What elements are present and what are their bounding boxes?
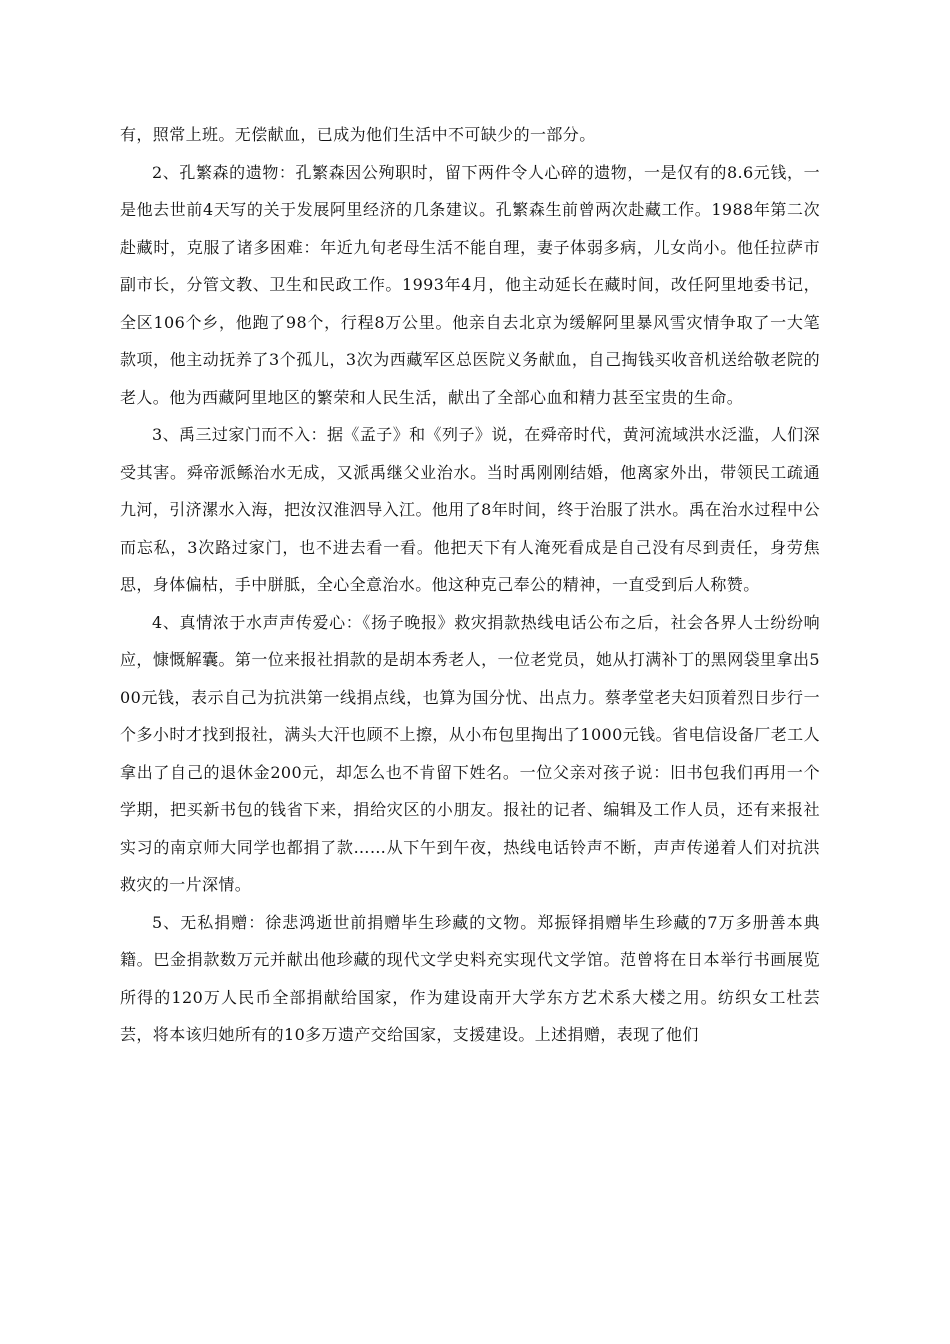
paragraph-donation-hotline: 4、真情浓于水声声传爱心：《扬子晚报》救灾捐款热线电话公布之后，社会各界人士纷纷响应，慷慨解囊。第一位来报社捐款的是胡本秀老人，一位老党员，她从打满补丁的黑网袋里拿出500元钱，表示自己为抗洪第一线捐点线，也算为国分忧、出点力。蔡孝堂老夫妇顶着烈日步行一个多小时才找到报社，满头大汗也顾不上擦，从小布包里掏出了1000元钱。省电信设备厂老工人拿出了自己的退休金200元，却怎么也不肯留下姓名。一位父亲对孩子说：旧书包我们再用一个学期，把买新书包的钱省下来，捐给灾区的小朋友。报社的记者、编辑及工作人员，还有来报社实习的南京师大同学也都捐了款……从下午到午夜，热线电话铃声不断，声声传递着人们对抗洪救灾的一片深情。: [120, 612, 820, 894]
paragraph-selfless-donation: 5、无私捐赠：徐悲鸿逝世前捐赠毕生珍藏的文物。郑振铎捐赠毕生珍藏的7万多册善本典籍。巴金捐款数万元并献出他珍藏的现代文学史料充实现代文学馆。范曾将在日本举行书画展览所得的120万人民币全部捐献给国家，作为建设南开大学东方艺术系大楼之用。纺织女工杜芸芸，将本该归她所有的10多万遗产交给国家，支援建设。上述捐赠，表现了他们: [120, 912, 820, 1044]
paragraph-kong-fansen: 2、孔繁森的遗物：孔繁森因公殉职时，留下两件令人心碎的遗物，一是仅有的8.6元钱，一是他去世前4天写的关于发展阿里经济的几条建议。孔繁森生前曾两次赴藏工作。1988年第二次赴藏时，克服了诸多困难：年近九旬老母生活不能自理，妻子体弱多病，儿女尚小。他任拉萨市副市长，分管文教、卫生和民政工作。1993年4月，他主动延长在藏时间，改任阿里地委书记，全区106个乡，他跑了98个，行程8万公里。他亲自去北京为缓解阿里暴风雪灾情争取了一大笔款项，他主动抚养了3个孤儿，3次为西藏军区总医院义务献血，自己掏钱买收音机送给敬老院的老人。他为西藏阿里地区的繁荣和人民生活，献出了全部心血和精力甚至宝贵的生命。: [120, 162, 820, 407]
document-body: [120, 116, 820, 1054]
paragraph-yu-flood-control: 3、禹三过家门而不入：据《孟子》和《列子》说，在舜帝时代，黄河流域洪水泛滥，人们深受其害。舜帝派鲧治水无成，又派禹继父业治水。当时禹刚刚结婚，他离家外出，带领民工疏通九河，引济漯水入海，把汝汉淮泗导入江。他用了8年时间，终于治服了洪水。禹在治水过程中公而忘私，3次路过家门，也不进去看一看。他把天下有人淹死看成是自己没有尽到责任，身劳焦思，身体偏枯，手中胼胝，全心全意治水。他这种克己奉公的精神，一直受到后人称赞。: [120, 425, 820, 594]
paragraph-continuation: 有，照常上班。无偿献血，已成为他们生活中不可缺少的一部分。: [120, 125, 596, 144]
